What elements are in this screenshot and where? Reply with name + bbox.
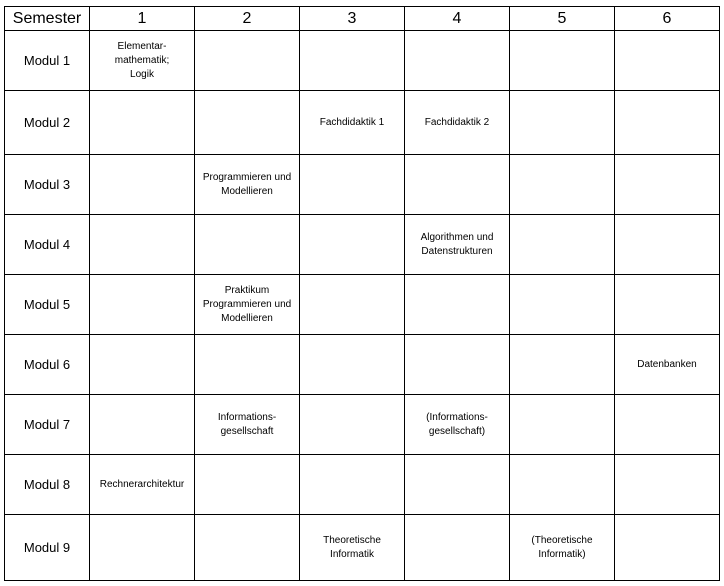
module-cell: Datenbanken [615,335,720,395]
module-cell [300,155,405,215]
table-row [5,31,720,91]
module-cell [615,215,720,275]
module-cell: Elementar- mathematik; Logik [90,31,195,91]
semester-4-header: 4 [405,7,510,31]
module-cell: Fachdidaktik 1 [300,91,405,155]
module-cell [300,275,405,335]
module-cell: Rechnerarchitektur [90,455,195,515]
module-cell [615,275,720,335]
row-label: Modul 5 [5,275,90,335]
module-cell [405,155,510,215]
module-cell [615,515,720,581]
module-cell [300,31,405,91]
module-cell [90,395,195,455]
module-cell [405,515,510,581]
table-row [5,155,720,215]
table-row [5,91,720,155]
module-cell [510,455,615,515]
module-cell [195,31,300,91]
module-cell [195,455,300,515]
semester-5-header: 5 [510,7,615,31]
module-cell [510,31,615,91]
row-label: Modul 1 [5,31,90,91]
module-cell [510,335,615,395]
module-cell [195,215,300,275]
module-cell [510,395,615,455]
module-cell: Programmieren und Modellieren [195,155,300,215]
row-label: Modul 2 [5,91,90,155]
module-cell [510,91,615,155]
semester-3-header: 3 [300,7,405,31]
module-cell: Theoretische Informatik [300,515,405,581]
module-cell [195,515,300,581]
module-cell [615,395,720,455]
module-cell: Fachdidaktik 2 [405,91,510,155]
table-row [5,515,720,581]
module-cell: Algorithmen und Datenstrukturen [405,215,510,275]
module-cell [405,335,510,395]
semester-6-header: 6 [615,7,720,31]
module-cell [90,91,195,155]
semester-module-table [4,6,720,581]
module-cell: Praktikum Programmieren und Modellieren [195,275,300,335]
row-label: Modul 3 [5,155,90,215]
table-row [5,215,720,275]
module-cell [90,275,195,335]
header-row [5,7,720,31]
table-row [5,455,720,515]
module-cell [510,215,615,275]
module-cell [90,155,195,215]
table-row [5,275,720,335]
module-cell [615,155,720,215]
module-cell [300,215,405,275]
row-label: Modul 8 [5,455,90,515]
module-cell [405,275,510,335]
module-cell: (Informations- gesellschaft) [405,395,510,455]
row-label: Modul 7 [5,395,90,455]
module-cell [90,335,195,395]
module-cell: Informations- gesellschaft [195,395,300,455]
module-cell [615,31,720,91]
module-cell [405,31,510,91]
module-cell [90,215,195,275]
row-label: Modul 9 [5,515,90,581]
table-row [5,335,720,395]
module-cell [195,91,300,155]
semester-header-label: Semester [5,7,90,31]
row-label: Modul 4 [5,215,90,275]
module-cell [195,335,300,395]
module-cell [90,515,195,581]
module-cell [300,335,405,395]
semester-1-header: 1 [90,7,195,31]
module-cell [405,455,510,515]
module-cell [300,395,405,455]
module-cell [615,455,720,515]
table-row [5,395,720,455]
row-label: Modul 6 [5,335,90,395]
module-cell [510,155,615,215]
module-cell [615,91,720,155]
semester-2-header: 2 [195,7,300,31]
module-cell: (Theoretische Informatik) [510,515,615,581]
module-cell [510,275,615,335]
module-cell [300,455,405,515]
